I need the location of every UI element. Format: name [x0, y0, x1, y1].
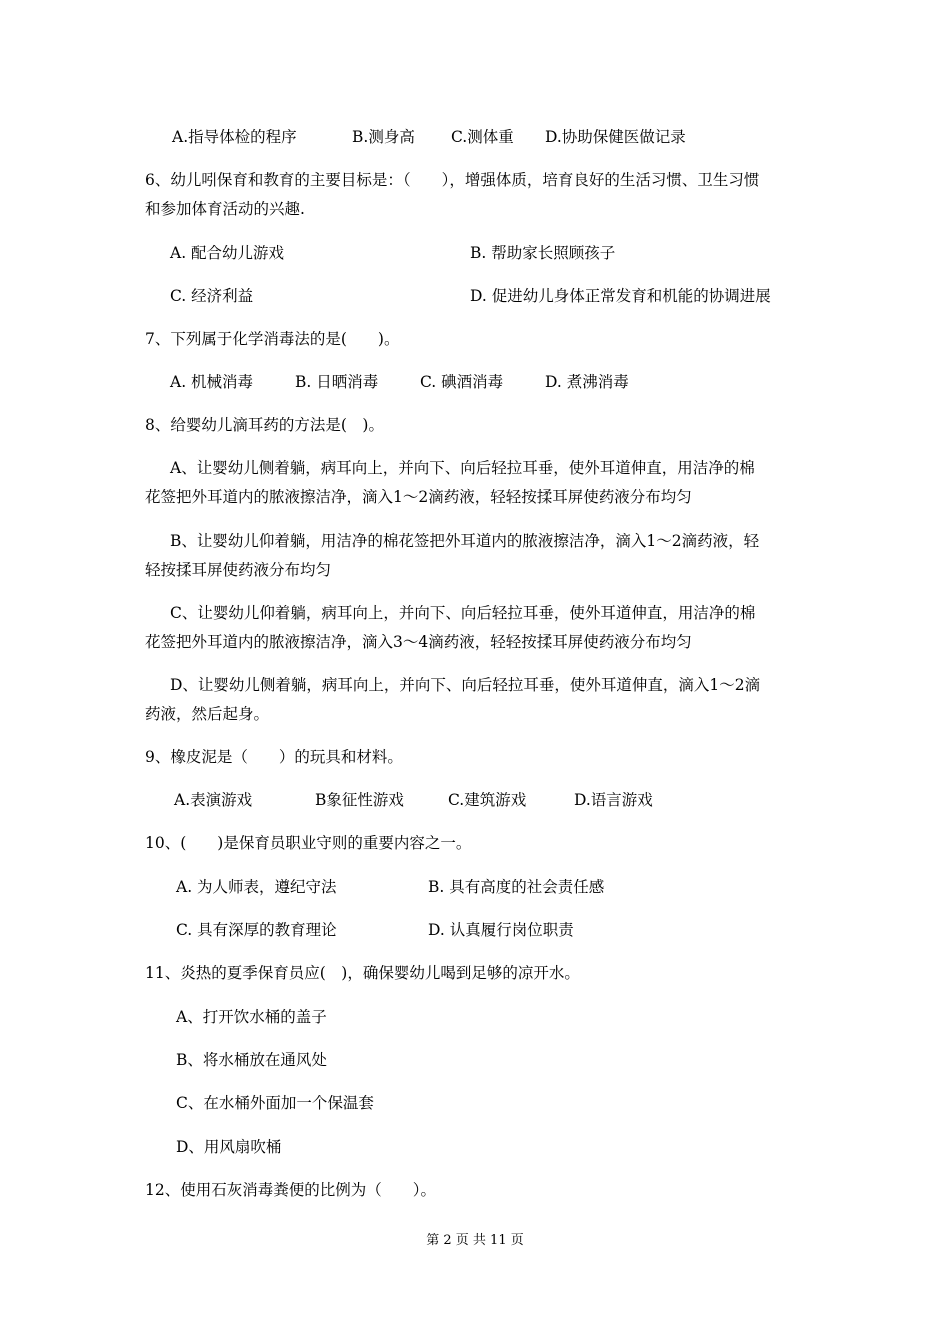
- q10-option-d: D. 认真履行岗位职责: [428, 921, 574, 939]
- q8-option-b-line1: B、让婴幼儿仰着躺，用洁净的棉花签把外耳道内的脓液擦洁净，滴入1～2滴药液，轻: [170, 532, 760, 550]
- q8-stem: 8、给婴幼儿滴耳药的方法是( )。: [145, 416, 384, 434]
- q11-option-d: D、用风扇吹桶: [176, 1138, 282, 1156]
- q8-option-a-line2: 花签把外耳道内的脓液擦洁净，滴入1～2滴药液，轻轻按揉耳屏使药液分布均匀: [145, 488, 692, 506]
- q8-option-b-line2: 轻按揉耳屏使药液分布均匀: [145, 561, 332, 579]
- q7-option-b: B. 日晒消毒: [295, 373, 379, 391]
- q7-option-d: D. 煮沸消毒: [545, 373, 629, 391]
- q8-option-d-line1: D、让婴幼儿侧着躺，病耳向上，并向下、向后轻拉耳垂，使外耳道伸直，滴入1～2滴: [170, 676, 761, 694]
- q9-option-b: B象征性游戏: [315, 791, 404, 809]
- q11-option-b: B、将水桶放在通风处: [176, 1051, 327, 1069]
- q9-stem: 9、橡皮泥是（ ）的玩具和材料。: [145, 748, 403, 766]
- q11-stem: 11、炎热的夏季保育员应( )，确保婴幼儿喝到足够的凉开水。: [145, 964, 580, 982]
- q11-option-c: C、在水桶外面加一个保温套: [176, 1094, 374, 1112]
- q8-option-c-line2: 花签把外耳道内的脓液擦洁净，滴入3～4滴药液，轻轻按揉耳屏使药液分布均匀: [145, 633, 692, 651]
- q10-option-c: C. 具有深厚的教育理论: [176, 921, 337, 939]
- q9-option-a: A.表演游戏: [174, 791, 253, 809]
- q7-option-c: C. 碘酒消毒: [420, 373, 504, 391]
- q11-option-a: A、打开饮水桶的盖子: [176, 1008, 327, 1026]
- q6-stem-line2: 和参加体育活动的兴趣.: [145, 200, 305, 218]
- q6-option-d: D. 促进幼儿身体正常发育和机能的协调进展: [470, 287, 771, 305]
- page-footer: 第 2 页 共 11 页: [426, 1233, 524, 1248]
- q6-option-b: B. 帮助家长照顾孩子: [470, 244, 616, 262]
- q10-stem: 10、( )是保育员职业守则的重要内容之一。: [145, 834, 472, 852]
- q8-option-d-line2: 药液，然后起身。: [145, 705, 270, 723]
- q5-option-a: A.指导体检的程序: [172, 128, 297, 146]
- q9-option-c: C.建筑游戏: [448, 791, 527, 809]
- q8-option-c-line1: C、让婴幼儿仰着躺，病耳向上，并向下、向后轻拉耳垂，使外耳道伸直，用洁净的棉: [170, 604, 756, 622]
- q6-option-c: C. 经济利益: [170, 287, 254, 305]
- q5-option-c: C.测体重: [451, 128, 514, 146]
- q5-option-b: B.测身高: [352, 128, 415, 146]
- q10-option-b: B. 具有高度的社会责任感: [428, 878, 605, 896]
- q5-option-d: D.协助保健医做记录: [545, 128, 686, 146]
- q10-option-a: A. 为人师表，遵纪守法: [176, 878, 337, 896]
- q12-stem: 12、使用石灰消毒粪便的比例为（ ）。: [145, 1181, 436, 1199]
- q6-stem-line1: 6、幼儿吲保育和教育的主要目标是：（ ），增强体质，培育良好的生活习惯、卫生习惯: [145, 171, 760, 189]
- q7-option-a: A. 机械消毒: [170, 373, 254, 391]
- q9-option-d: D.语言游戏: [574, 791, 653, 809]
- q8-option-a-line1: A、让婴幼儿侧着躺，病耳向上，并向下、向后轻拉耳垂，使外耳道伸直，用洁净的棉: [170, 459, 755, 477]
- q7-stem: 7、下列属于化学消毒法的是( )。: [145, 330, 400, 348]
- q6-option-a: A. 配合幼儿游戏: [170, 244, 285, 262]
